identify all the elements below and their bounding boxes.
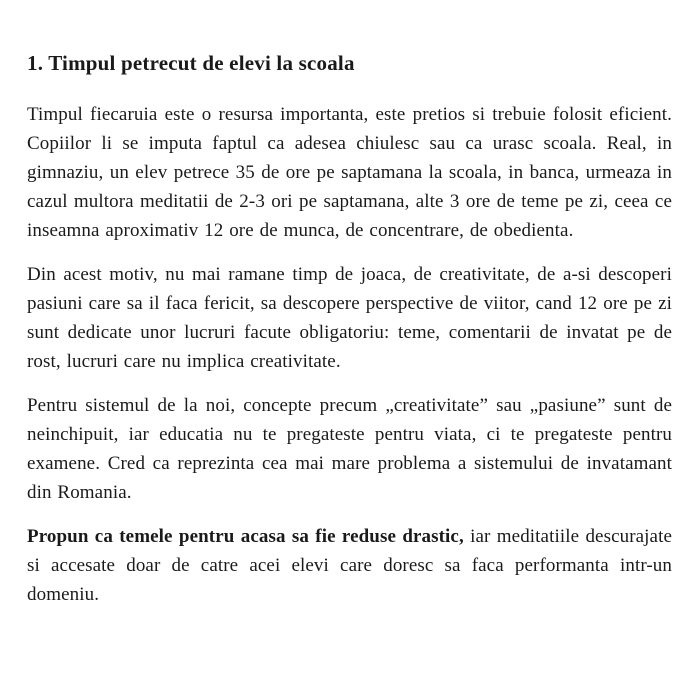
paragraph-proposal — [27, 522, 672, 609]
proposal-regular-text: iar meditatiile descurajate si accesate doar de catre acei elevi care doresc sa faca performanta intr-un domeniu. — [27, 526, 672, 605]
document-heading: 1. Timpul petrecut de elevi la scoala — [27, 51, 355, 75]
proposal-bold-text: Propun ca temele pentru acasa sa fie reduse drastic, — [27, 526, 464, 547]
paragraph-no-time-left: Din acest motiv, nu mai ramane timp de joaca, de creativitate, de a-si descoperi pasiuni care sa il faca fericit, sa descopere perspective de viitor, cand 12 ore pe zi sunt dedicate unor lucruri facute obligatoriu: teme, comentarii de invatat pe de rost, lucruri care nu implica creativitate. — [27, 264, 672, 372]
paragraph-system-critique: Pentru sistemul de la noi, concepte precum „creativitate” sau „pasiune” sunt de neinchipuit, iar educatia nu te pregateste pentru viata, ci te pregateste pentru examene. Cred ca reprezinta cea mai mare problema a sistemului de invatamant din Romania. — [27, 395, 672, 503]
paragraph-time-spent: Timpul fiecaruia este o resursa importanta, este pretios si trebuie folosit eficient. Copiilor li se imputa faptul ca adesea chiulesc sau ca urasc scoala. Real, in gimnaziu, un elev petrece 35 de ore pe saptamana la scoala, in banca, urmeaza in cazul multora meditatii de 2-3 ori pe saptamana, alte 3 ore de teme pe zi, ceea ce inseamna aproximativ 12 ore de munca, de concentrare, de obedienta. — [27, 104, 672, 241]
